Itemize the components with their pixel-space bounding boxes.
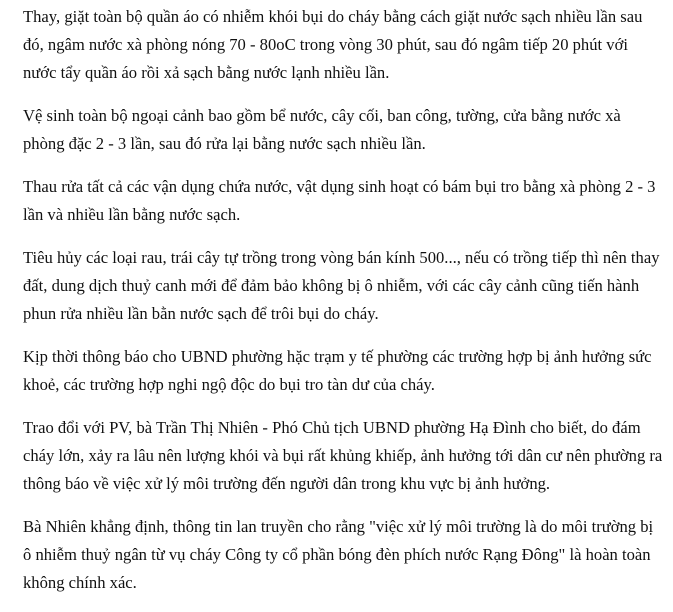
paragraph-laundry: Thay, giặt toàn bộ quần áo có nhiễm khói bụi do cháy bằng cách giặt nước sạch nhiều lần sau đó, ngâm nước xà phòng nóng 70 - 80oC trong vòng 30 phút, sau đó ngâm tiếp 20 phút với nước tẩy quần áo rồi xả sạch bằng nước lạnh nhiều lần. — [23, 7, 643, 82]
paragraph-exterior-cleaning: Vệ sinh toàn bộ ngoại cảnh bao gồm bể nước, cây cối, ban công, tường, cửa bằng nước xà phòng đặc 2 - 3 lần, sau đó rửa lại bằng nước sạch nhiều lần. — [23, 106, 621, 153]
paragraph-vegetables: Tiêu hủy các loại rau, trái cây tự trồng trong vòng bán kính 500..., nếu có trồng tiếp thì nên thay đất, dung dịch thuỷ canh mới để đảm bảo không bị ô nhiễm, với các cây cảnh cũng tiến hành phun rửa nhiều lần bằn nước sạch để trôi bụi do cháy. — [23, 248, 660, 323]
paragraph-health-report: Kịp thời thông báo cho UBND phường hặc trạm y tế phường các trường hợp bị ảnh hưởng sức khoẻ, các trường hợp nghi ngộ độc do bụi tro tàn dư của cháy. — [23, 347, 652, 394]
paragraph-interview: Trao đổi với PV, bà Trần Thị Nhiên - Phó Chủ tịch UBND phường Hạ Đình cho biết, do đám cháy lớn, xảy ra lâu nên lượng khói và bụi rất khủng khiếp, ảnh hưởng tới dân cư nên phường ra thông báo về việc xử lý môi trường đến người dân trong khu vực bị ảnh hưởng. — [23, 418, 663, 493]
article-body — [23, 3, 663, 612]
paragraph-water-containers: Thau rửa tất cả các vận dụng chứa nước, vật dụng sinh hoạt có bám bụi tro bằng xà phòng 2 - 3 lần và nhiều lần bằng nước sạch. — [23, 177, 656, 224]
paragraph-statement: Bà Nhiên khẳng định, thông tin lan truyền cho rằng "việc xử lý môi trường là do môi trường bị ô nhiễm thuỷ ngân từ vụ cháy Công ty cổ phần bóng đèn phích nước Rạng Đông" là hoàn toàn không chính xác. — [23, 517, 654, 592]
